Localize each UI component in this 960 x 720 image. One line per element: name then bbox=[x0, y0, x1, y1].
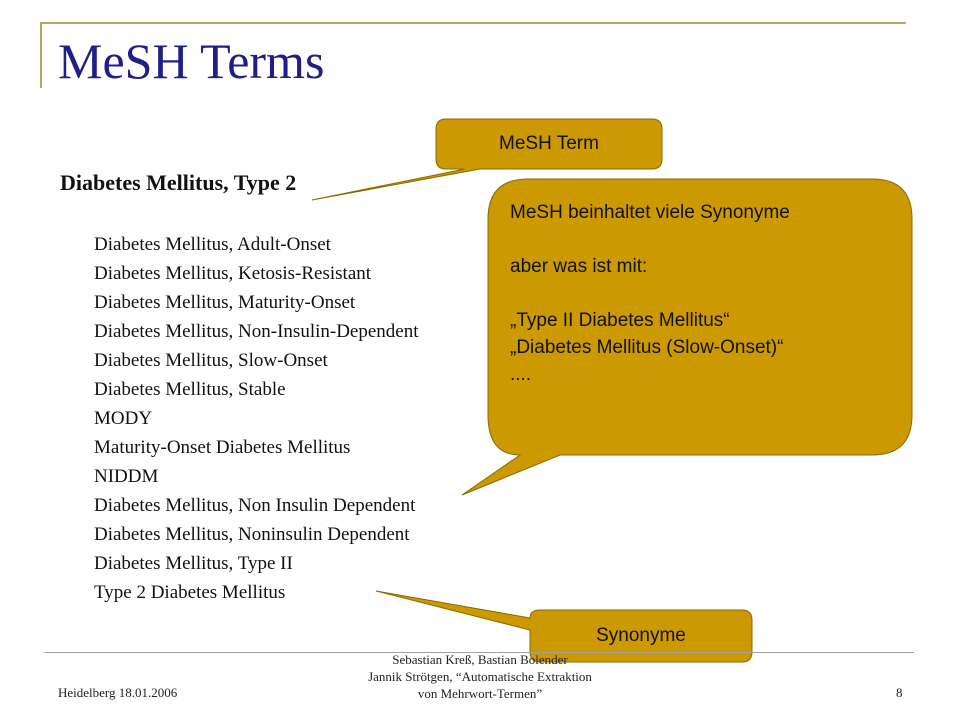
footer-authors bbox=[330, 651, 630, 702]
list-item: Diabetes Mellitus, Adult-Onset bbox=[94, 234, 331, 255]
list-item: Diabetes Mellitus, Noninsulin Dependent bbox=[94, 524, 410, 545]
list-item: Diabetes Mellitus, Non Insulin Dependent bbox=[94, 495, 416, 516]
list-item: Diabetes Mellitus, Slow-Onset bbox=[94, 350, 328, 371]
list-item: Type 2 Diabetes Mellitus bbox=[94, 582, 286, 603]
footer-location-date: Heidelberg 18.01.2006 bbox=[58, 685, 178, 700]
list-item: NIDDM bbox=[94, 466, 159, 487]
note-line: „Diabetes Mellitus (Slow-Onset)“ bbox=[510, 337, 784, 358]
mesh-heading: Diabetes Mellitus, Type 2 bbox=[60, 170, 297, 195]
list-item: Diabetes Mellitus, Ketosis-Resistant bbox=[94, 263, 372, 284]
note-line: „Type II Diabetes Mellitus“ bbox=[510, 310, 730, 331]
list-item: Diabetes Mellitus, Stable bbox=[94, 379, 286, 400]
list-item: Maturity-Onset Diabetes Mellitus bbox=[94, 437, 351, 458]
list-item: Diabetes Mellitus, Maturity-Onset bbox=[94, 292, 356, 313]
slide-title: MeSH Terms bbox=[58, 33, 325, 89]
footer-authors-line: Sebastian Kreß, Bastian Bolender bbox=[392, 652, 568, 667]
list-item: Diabetes Mellitus, Non-Insulin-Dependent bbox=[94, 321, 419, 342]
note-text bbox=[510, 199, 906, 388]
mesh-term-label: MeSH Term bbox=[499, 133, 599, 154]
note-line: .... bbox=[510, 364, 532, 385]
note-line: aber was ist mit: bbox=[510, 256, 648, 277]
footer-authors-line: von Mehrwort-Termen” bbox=[417, 686, 543, 701]
footer-authors-line: Jannik Strötgen, “Automatische Extraktion bbox=[368, 669, 592, 684]
note-line: MeSH beinhaltet viele Synonyme bbox=[510, 202, 790, 223]
list-item: Diabetes Mellitus, Type II bbox=[94, 553, 293, 574]
page-number: 8 bbox=[896, 685, 903, 700]
list-item: MODY bbox=[94, 408, 153, 429]
synonyme-label: Synonyme bbox=[596, 625, 686, 646]
